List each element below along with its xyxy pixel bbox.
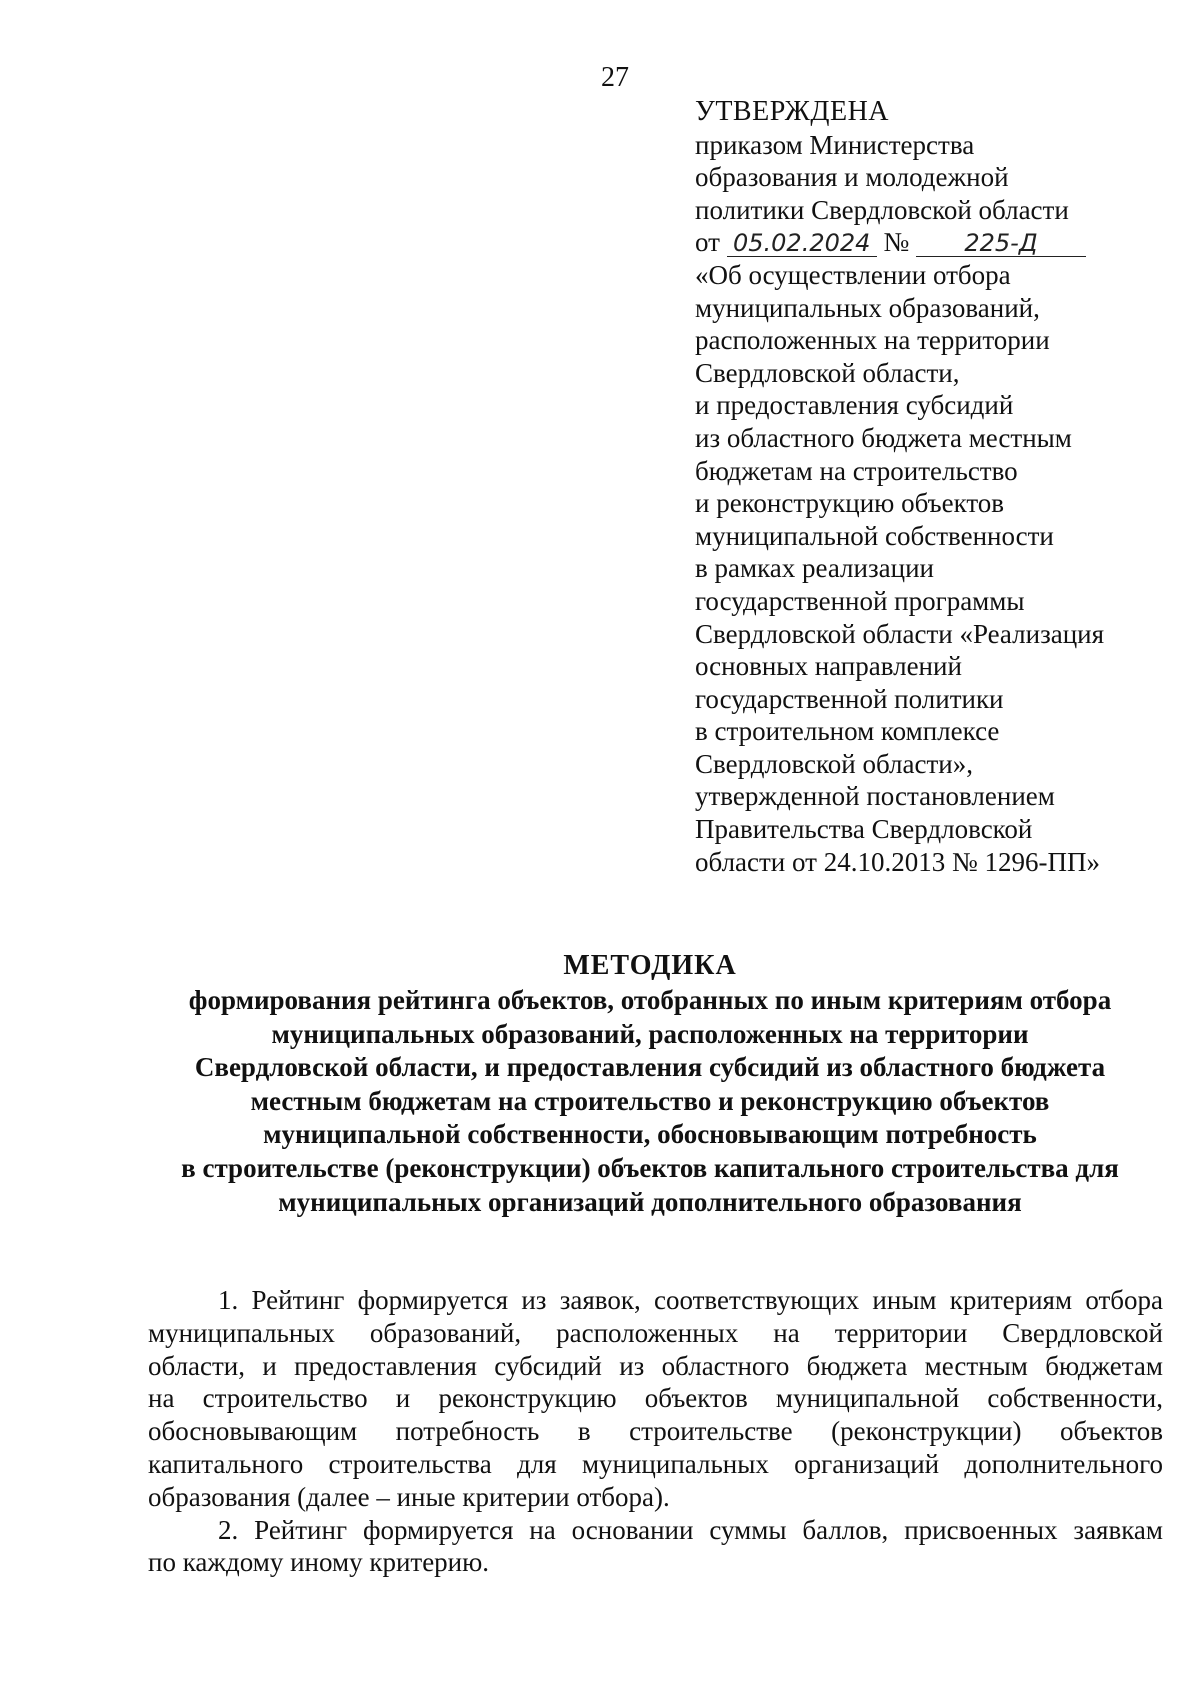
paragraph-2 (148, 1514, 1163, 1580)
subtitle-line: муниципальной собственности, обосновывающим потребность (263, 1119, 1037, 1150)
approval-subject-line: Свердловской области», (695, 748, 973, 779)
page-number: 27 (601, 62, 629, 93)
subtitle-line: формирования рейтинга объектов, отобранных по иным критериям отбора (188, 985, 1112, 1015)
approval-subject-line: Правительства Свердловской (695, 814, 1033, 845)
paragraph-line: 1. Рейтинг формируется из заявок, соответствующих иным критериям отбора (218, 1285, 1163, 1315)
approval-subject-line: расположенных на территории (695, 325, 1050, 356)
approval-subject-line: и предоставления субсидий (695, 390, 1014, 421)
approval-subject-line: «Об осуществлении отбора (695, 259, 1011, 290)
approval-subject-line: государственной политики (695, 683, 1004, 714)
paragraph-1 (148, 1284, 1163, 1514)
approval-line: приказом Министерства (695, 129, 975, 160)
approval-date-number-line (695, 226, 1175, 259)
approval-subject-line: муниципальных образований, (695, 292, 1040, 323)
approval-subject-line: бюджетам на строительство (695, 455, 1018, 486)
approval-subject-line: в строительном комплексе (695, 716, 1000, 747)
approval-subject-line: Свердловской области, (695, 357, 960, 388)
subtitle-line: муниципальных организаций дополнительного образования (278, 1186, 1022, 1217)
paragraph-line: образования (далее – иные критерии отбора). (148, 1481, 670, 1512)
number-prefix: № (883, 227, 910, 258)
paragraph-line: по каждому иному критерию. (148, 1547, 490, 1578)
paragraph-line: муниципальных образований, расположенных на территории Свердловской (148, 1317, 1163, 1348)
approval-subject-line: основных направлений (695, 651, 962, 682)
subtitle-line: муниципальных образований, расположенных на территории (271, 1018, 1029, 1049)
subtitle-line: Свердловской области, и предоставления субсидий из областного бюджета (194, 1052, 1106, 1083)
paragraph-line: на строительство и реконструкцию объектов муниципальной собственности, (148, 1383, 1163, 1414)
handwritten-date: 05.02.2024 (727, 230, 877, 257)
date-prefix: от (695, 227, 720, 258)
paragraph-line: обосновывающим потребность в строительстве (реконструкции) объектов (148, 1416, 1163, 1447)
approval-stamp-block (695, 96, 1175, 878)
subtitle-line: местным бюджетам на строительство и реконструкцию объектов (250, 1085, 1050, 1116)
approval-subject-line: государственной программы (695, 585, 1025, 616)
paragraph-line: 2. Рейтинг формируется на основании суммы баллов, присвоенных заявкам (218, 1514, 1163, 1545)
approval-line: образования и молодежной (695, 162, 1009, 193)
approval-subject-line: из областного бюджета местным (695, 422, 1072, 453)
approval-subject-line: муниципальной собственности (695, 520, 1054, 551)
approval-title: УТВЕРЖДЕНА (695, 96, 890, 127)
approval-subject-line: в рамках реализации (695, 553, 934, 584)
subtitle-line: в строительстве (реконструкции) объектов капитального строительства для (181, 1152, 1119, 1183)
paragraph-line: капитального строительства для муниципальных организаций дополнительного (148, 1448, 1163, 1479)
approval-subject-line: и реконструкцию объектов (695, 488, 1005, 519)
document-subtitle (140, 984, 1160, 1219)
approval-subject-line: утвержденной постановлением (695, 781, 1055, 812)
document-heading (140, 948, 1160, 1219)
paragraph-line: области, и предоставления субсидий из областного бюджета местным бюджетам (148, 1350, 1163, 1381)
document-title: МЕТОДИКА (563, 950, 737, 981)
approval-line: политики Свердловской области (695, 194, 1069, 225)
approval-subject-line: Свердловской области «Реализация (695, 618, 1105, 649)
document-body (148, 1284, 1163, 1579)
handwritten-number: 225-Д (916, 230, 1086, 257)
approval-subject-line: области от 24.10.2013 № 1296-ПП» (695, 846, 1100, 877)
